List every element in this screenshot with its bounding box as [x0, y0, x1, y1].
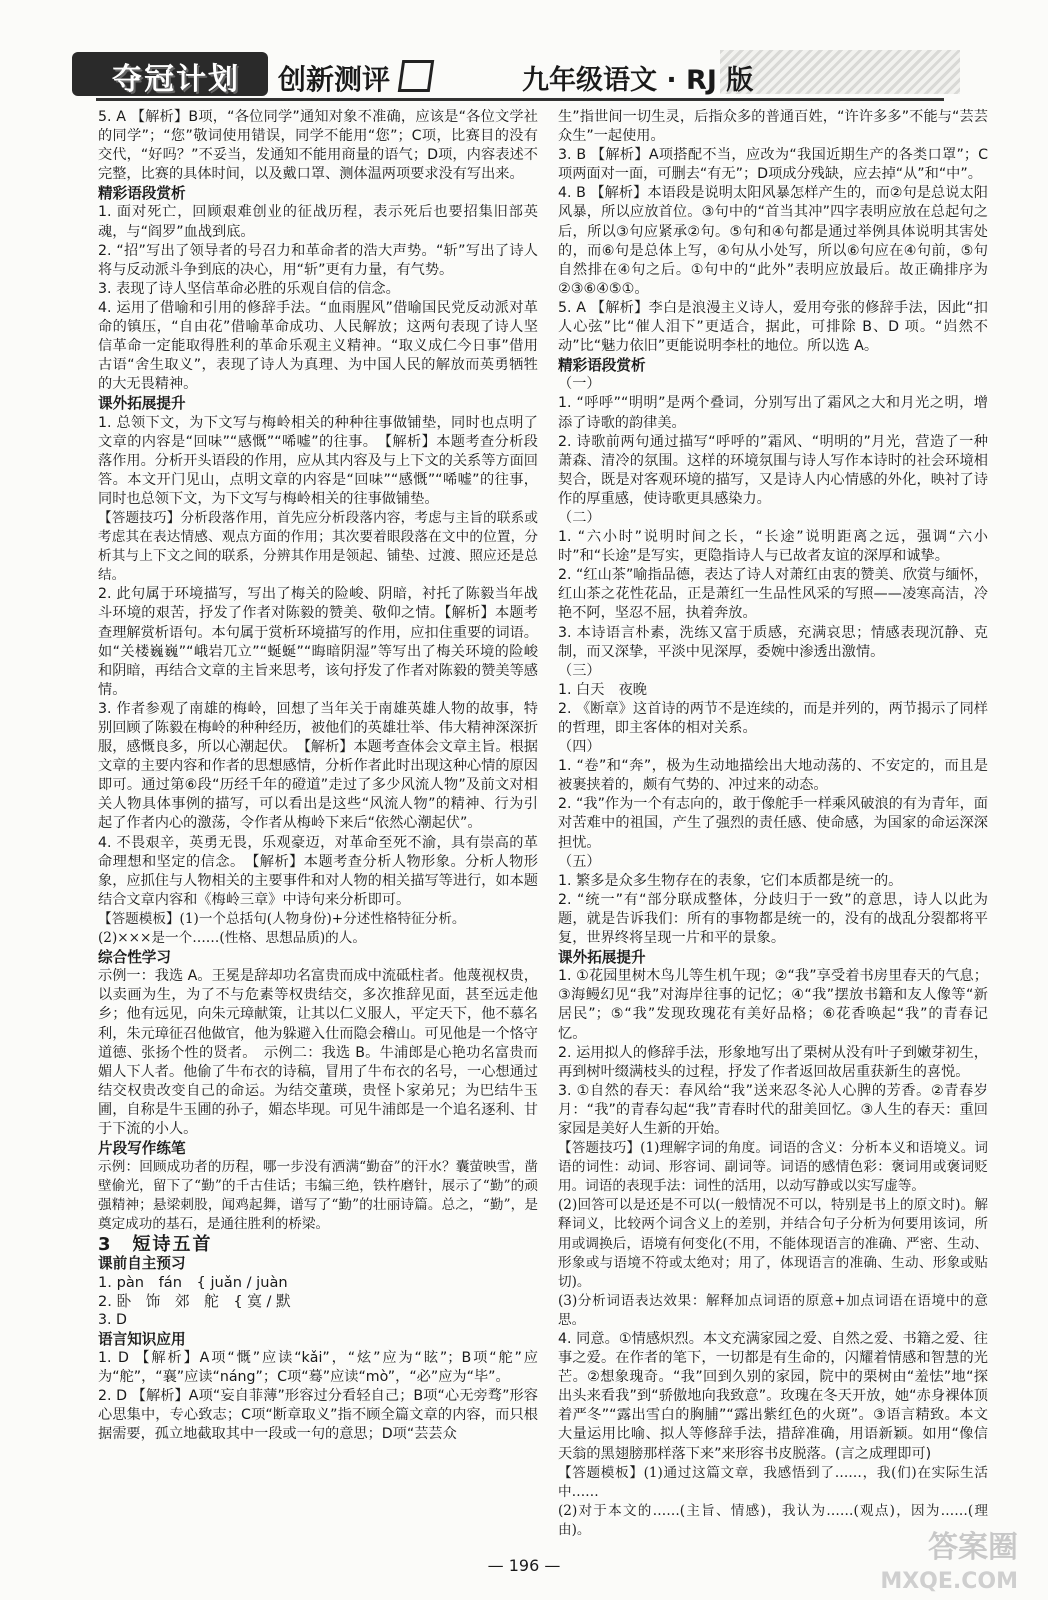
right-column [558, 108, 988, 1540]
logo-text: 夺冠计划 [112, 62, 240, 97]
section-heading: 综合性学习 [98, 949, 171, 967]
answer-paragraph: 2. “我”作为一个有志向的，敢于像舵手一样乘风破浪的有为青年，面对苦难中的祖国，产生了强烈的责任感、使命感，为国家的命运深深担忧。 [558, 796, 988, 851]
header-pattern [720, 50, 960, 94]
answer-paragraph: 1. “呼呼”“明明”是两个叠词，分别写出了霜风之大和月光之明，增添了诗歌的韵律美。 [558, 395, 988, 431]
answer-paragraph: 3. 作者参观了南雄的梅岭，回想了当年关于南雄英雄人物的故事，特别回顾了陈毅在梅岭的种种经历，被他们的英雄壮举、伟大精神深深折服，感慨良多，所以心潮起伏。 【解析】本题考查体会文章主旨。根据文章的主要内容和作者的思想感情，分析作者此时出现这种心情的原因即可。通过第⑥段“历经千年的磴道”走过了多少风流人物”及前文对相关人物具体事例的描写，可以看出是这些“风流人物”的精神、行为引起了作者内心的激荡，令作者从梅岭下来后“依然心潮起伏”。 [98, 700, 538, 832]
template-paragraph: 【答题模板】(1)通过这篇文章，我感悟到了……，我(们)在实际生活中…… [558, 1464, 988, 1500]
character-answer: 2. 卧 饰 郊 舵 { 寞 / 默 [98, 1292, 291, 1310]
answer-paragraph: 2. “招”写出了领导者的号召力和革命者的浩大声势。“斩”写出了诗人将与反动派斗争到底的决心，用“斩”更有力量，有气势。 [98, 242, 538, 278]
answer-paragraph: 3. D [98, 1311, 127, 1328]
tip-paragraph: (3)分析词语表达效果：解释加点词语的原意+加点词语在语境中的意思。 [558, 1292, 988, 1328]
section-heading: 精彩语段赏析 [558, 357, 646, 375]
answer-paragraph: 4. B 【解析】本语段是说明太阳风暴怎样产生的，而②句是总说太阳风暴，所以应放首位。③句中的“首当其冲”四字表明应放在总起句之后，所以③句应紧承②句。⑤句和④句都是通过举例具体说明其害处的，而⑥句是总体上写，④句从小处写，所以⑥句应在④句前，⑤句自然排在④句之后。①句中的“此外”表明应放最后。故正确排序为②③⑥④⑤①。 [558, 185, 988, 297]
grade-label: 九年级语文 · RJ 版 [522, 65, 754, 96]
subsection-marker: （三） [558, 662, 601, 679]
brand-title: 创新测评 [278, 63, 391, 96]
tip-paragraph: 【答题技巧】分析段落作用，首先应分析段落内容，考虑与主旨的联系或考虑其在表达情感、观点方面的作用；其次要着眼段落在文中的位置，分析其与上下文之间的联系，分辨其作用是领起、铺垫、过渡、照应还是总结。 [98, 509, 538, 584]
answer-paragraph: 2. D 【解析】A项“妄自菲薄”形容过分看轻自己；B项“心无旁骛”形容心思集中，专心致志；C项“断章取义”指不顾全篇文章的内容，而只根据需要，孤立地截取其中一段或一句的意思；D项“芸芸众 [98, 1388, 538, 1443]
page-number: — 196 — [487, 1556, 561, 1575]
pencil-square-icon [398, 60, 434, 92]
template-paragraph: (2)×××是一个……(性格、思想品质)的人。 [98, 930, 366, 947]
watermark-url: MXQE.COM [880, 1569, 1018, 1594]
writing-sample: 示例：回顾成功者的历程，哪一步没有洒满“勤奋”的汗水？囊萤映雪，凿壁偷光，留下了“勤”的千古佳话；韦编三绝，铁杵磨针，展示了“勤”的顽强精神；悬梁刺股，闻鸡起舞，谱写了“勤”的壮丽诗篇。总之，“勤”，是奠定成功的基石，是通往胜利的桥梁。 [98, 1159, 538, 1233]
section-heading: 精彩语段赏析 [98, 185, 186, 203]
answer-paragraph: 2. 运用拟人的修辞手法，形象地写出了栗树从没有叶子到嫩芽初生，再到树叶缀满枝头的过程，抒发了作者返回故居重获新生的喜悦。 [558, 1044, 988, 1080]
answer-paragraph: 生”指世间一切生灵，后指众多的普通百姓，“许许多多”不能与“芸芸众生”一起使用。 [558, 109, 988, 145]
answer-paragraph: 4. 运用了借喻和引用的修辞手法。“血雨腥风”借喻国民党反动派对革命的镇压，“自由花”借喻革命成功、人民解放；这两句表现了诗人坚信革命一定能取得胜利的革命乐观主义精神。“取义成仁今日事”借用古语“舍生取义”，表现了诗人为真理、为中国人民的解放而英勇牺牲的大无畏精神。 [98, 299, 538, 393]
answer-paragraph: 5. A 【解析】李白是浪漫主义诗人，爱用夸张的修辞手法，因此“扣人心弦”比“催人泪下”更适合，据此，可排除 B、D 项。“岿然不动”比“魅力依旧”更能说明李杜的地位。所以选 A。 [558, 299, 988, 355]
section-heading: 课外拓展提升 [558, 949, 646, 967]
section-heading: 语言知识应用 [98, 1331, 186, 1348]
template-paragraph: (2)对于本文的……(主旨、情感)，我认为……(观点)，因为……(理由)。 [558, 1502, 988, 1538]
subsection-marker: （一） [558, 376, 601, 393]
answer-paragraph: 4. 同意。①情感炽烈。本文充满家园之爱、自然之爱、书籍之爱、往事之爱。在作者的笔下，一切都是有生命的，闪耀着情感和智慧的光芒。②想象瑰奇。“我”回到久别的家园，院中的栗树由“羞怯”地“探出头来看我”到“骄傲地向我致意”。玫瑰在冬天开放，她“赤身裸体顶着严冬”“露出雪白的胸脯”“露出紫红色的火斑”。③语言精致。本文大量运用比喻、拟人等修辞手法，措辞准确，用语新颖。如用“像信天翁的黑翅膀那样落下来”来形容书皮脱落。(言之成理即可) [558, 1331, 988, 1462]
answer-paragraph: 2. “红山茶”喻指品德，表达了诗人对萧红由衷的赞美、欣赏与缅怀，红山茶之花性花品，正是萧红一生品性风采的写照——凌寒高洁，冷艳不阿，坚忍不屈，执着奔放。 [558, 567, 988, 622]
answer-paragraph: 2. 此句属于环境描写，写出了梅关的险峻、阴暗，衬托了陈毅当年战斗环境的艰苦，抒发了作者对陈毅的赞美、敬仰之情。【解析】本题考查理解赏析语句。本句属于赏析环境描写的作用，应扣住重要的词语。如“关楼巍巍”“峨岩兀立”“蜒蜒”“晦暗阴湿”等写出了梅关环境的险峻和阴暗，再结合文章的主旨来思考，该句抒发了作者对陈毅的赞美等感情。 [98, 586, 538, 698]
tip-paragraph: (2)回答可以是还是不可以(一般情况不可以，特别是书上的原文时)。解释词义，比较两个词含义上的差别，并结合句子分析为何要用该词，所用或调换后，语境有何变化(不用，不能体现语言的准确、严密、生动、形象或与语境不符或太绝对；用了，体现语言的准确、生动、形象或贴切)。 [558, 1197, 988, 1290]
subsection-marker: （五） [558, 853, 601, 870]
answer-paragraph: 1. “卷”和“奔”，极为生动地描绘出大地动荡的、不安定的，而且是被裹挟着的，颇有气势的、冲过来的动态。 [558, 758, 988, 794]
answer-paragraph: 3. 表现了诗人坚信革命必胜的乐观自信的信念。 [98, 280, 400, 297]
answer-paragraph: 3. 本诗语言朴素，洗练又富于质感，充满哀思；情感表现沉静、克制，而又深挚，平淡中见深厚，委婉中渗透出激情。 [558, 624, 988, 660]
answer-paragraph: 3. B 【解析】A项搭配不当，应改为“我国近期生产的各类口罩”；C项两面对一面，可删去“有无”；D项成分残缺，应去掉“从”和“中”。 [558, 147, 988, 183]
subsection-marker: （二） [558, 509, 601, 526]
template-paragraph: 【答题模板】(1)一个总括句(人物身份)+分述性格特征分析。 [98, 910, 466, 927]
tip-paragraph: 【答题技巧】(1)理解字词的角度。词语的含义：分析本义和语境义。词语的词性：动词、形容词、副词等。词语的感情色彩：褒词用或褒词贬用。词语的表现手法：词性的活用，以动写静或以实写虚等。 [558, 1140, 988, 1195]
answer-paragraph: 1. D 【解析】A项“慨”应读“kǎi”，“炫”应为“眩”；B项“舵”应为“舵”，“襄”应读“náng”；C项“蓦”应读“mò”，“必”应为“毕”。 [98, 1350, 538, 1386]
answer-paragraph: 3. ①自然的春天：春风给“我”送来忍冬沁人心脾的芳香。②青春岁月：“我”的青春勾起“我”青春时代的甜美回忆。③人生的春天：重回家园是美好人生新的开始。 [558, 1082, 988, 1137]
answer-paragraph: 5. A 【解析】B项，“各位同学”通知对象不准确，应该是“各位文学社的同学”；“您”敬词使用错误，同学不能用“您”；C项，比赛目的没有交代，“好吗？”不妥当，发通知不能用商量的语气；D项，内容表述不完整，比赛的具体时间，以及戴口罩、测体温两项要求没有写出来。 [98, 109, 538, 183]
page-header [0, 0, 1048, 108]
header-divider [96, 98, 944, 101]
pinyin-answer: 1. pàn fán { juǎn / juàn [98, 1273, 288, 1291]
answer-paragraph: 1. 繁多是众多生物存在的表象，它们本质都是统一的。 [558, 872, 903, 889]
answer-paragraph: 示例一：我选 A。王冕是辞却功名富贵而成中流砥柱者。他蔑视权贵，以卖画为生，为了不与危素等权贵结交，多次推辞见面，甚至远走他乡；他有远见，向朱元璋献策，让其以仁义服人，平定天下，他不慕名利，朱元璋征召他做官，他为躲避入仕而隐会稽山。可见他是一个恪守道德、张扬个性的贤者。 示例二：我选 B。牛浦郎是心艳功名富贵而媚人下人者。他偷了牛布衣的诗稿，冒用了牛布衣的名号，一心想通过结交权贵改变自己的命运。为结交董瑛，贵怪卜家弟兄；为巴结牛玉圃，自称是牛玉圃的孙子，媚态毕现。可见牛浦郎是一个追名逐利、甘于下流的小人。 [98, 968, 538, 1137]
subsection-marker: （四） [558, 739, 601, 756]
answer-paragraph: 1. “六小时”说明时间之长，“长途”说明距离之远，强调“六小时”和“长途”是写实，更隐指诗人与已故者友谊的深厚和诚挚。 [558, 529, 988, 565]
answer-paragraph: 1. 总领下文，为下文写与梅岭相关的种种往事做铺垫，同时也点明了文章的内容是“回味”“感慨”“唏嘘”的往事。 【解析】本题考查分析段落作用。分析开头语段的作用，应从其内容及与上下文的关系等方面回答。本文开门见山，点明文章的内容是“回味”“感慨”“唏嘘”的往事，同时也总领下文，为下文写与梅岭相关的往事做铺垫。 [98, 414, 538, 507]
answer-paragraph: 2. “统一”有“部分联成整体，分歧归于一致”的意思，诗人以此为题，就是告诉我们：所有的事物都是统一的，没有的战乱分裂都将平复，世界终将呈现一片和平的景象。 [558, 891, 988, 947]
answer-paragraph: 1. ①花园里树木鸟儿等生机午现；②“我”享受着书房里春天的气息；③海鳗幻见“我”对海岸往事的记忆；④“我”摆放书籍和友人像等“新居民”；⑤“我”发现玫瑰花有美好品格；⑥花香唤起“我”的青春记忆。 [558, 968, 988, 1042]
section-heading: 课前自主预习 [98, 1254, 186, 1272]
left-column [98, 108, 538, 1445]
answer-paragraph: 2. 《断章》这首诗的两节不是连续的，而是并列的，两节揭示了同样的哲理，即主客体的相对关系。 [558, 700, 988, 736]
answer-paragraph: 1. 白天 夜晚 [558, 681, 647, 698]
answer-paragraph: 1. 面对死亡，回顾艰难创业的征战历程，表示死后也要招集旧部英魂，与“阎罗”血战到底。 [98, 204, 538, 240]
answer-paragraph: 4. 不畏艰辛，英勇无畏，乐观豪迈，对革命至死不渝，具有崇高的革命理想和坚定的信念。 【解析】本题考查分析人物形象。分析人物形象，应抓住与人物相关的主要事件和对人物的相关描写等进行，如本题结合文章内容和《梅岭三章》中诗句来分析即可。 [98, 834, 538, 908]
watermark-logo: 答案圈 [928, 1530, 1018, 1565]
chapter-title: 3 短诗五首 [98, 1233, 213, 1255]
answer-paragraph: 2. 诗歌前两句通过描写“呼呼的”霜风、“明明的”月光，营造了一种萧森、清冷的氛围。这样的环境氛围与诗人写作本诗时的社会环境相契合，既是对客观环境的描写，又是诗人内心情感的外化，映衬了诗作的厚重感，使诗歌更具感染力。 [558, 433, 988, 507]
section-heading: 课外拓展提升 [98, 395, 186, 413]
section-heading: 片段写作练笔 [98, 1140, 186, 1158]
